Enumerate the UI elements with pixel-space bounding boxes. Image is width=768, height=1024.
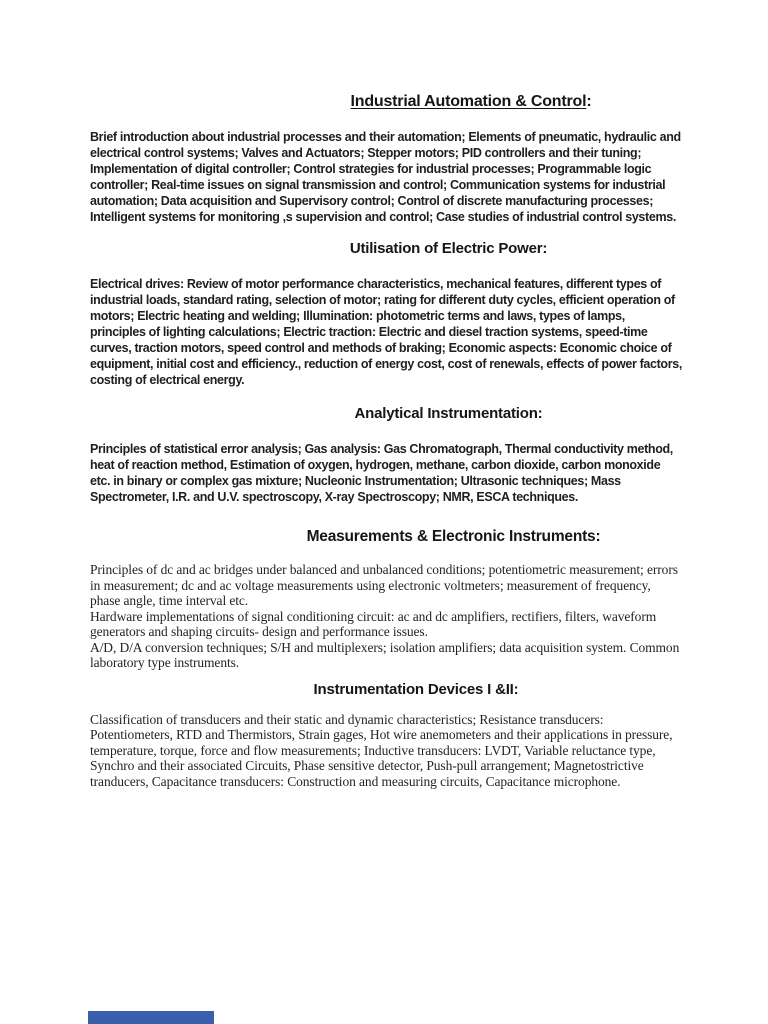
partial-blue-element xyxy=(88,1011,214,1024)
paragraph-measurements-3: A/D, D/A conversion techniques; S/H and multiplexers; isolation amplifiers; data acquisition system. Common laboratory type instruments. xyxy=(90,639,680,670)
section-heading-measurements-electronic-instruments: Measurements & Electronic Instruments: xyxy=(306,528,601,545)
section-heading-industrial-automation-control xyxy=(90,92,682,112)
section-heading-analytical-instrumentation: Analytical Instrumentation: xyxy=(354,405,543,422)
paragraph-instrumentation-devices: Classification of transducers and their static and dynamic characteristics; Resistance transducers: Potentiometers, RTD and Thermistors, Strain gages, Hot wire anemometers and their applications in pressure, temperature, torque, force and flow measurements; Inductive transducers: LVDT, Variable reluctance type, Synchro and their associated Circuits, Phase sensitive detector, Push-pull arrangement; Magnetostrictive tranducers, Capacitance transducers: Construction and measuring circuits, Capacitance microphone. xyxy=(90,711,673,789)
paragraph-utilisation-electric-power: Electrical drives: Review of motor performance characteristics, mechanical features, different types of industrial loads, standard rating, selection of motor; rating for different duty cycles, efficient operation of motors; Electric heating and welding; Illumination: photometric terms and laws, types of lamps, principles of lighting calculations; Electric traction: Electric and diesel traction systems, speed-time curves, traction motors, speed control and methods of braking; Economic aspects: Economic choice of equipment, initial cost and efficiency., reduction of energy cost, cost of renewals, effects of power factors, costing of electrical energy. xyxy=(90,277,682,387)
section-heading-instrumentation-devices: Instrumentation Devices I &II: xyxy=(313,680,519,698)
paragraph-measurements-2: Hardware implementations of signal conditioning circuit: ac and dc amplifiers, rectifiers, filters, waveform generators and shaping circuits- design and performance issues. xyxy=(90,608,657,639)
heading-underlined-text: Industrial Automation & Control xyxy=(350,93,587,110)
heading-colon: : xyxy=(586,93,592,110)
paragraph-industrial-automation-control: Brief introduction about industrial processes and their automation; Elements of pneumatic, hydraulic and electrical control systems; Valves and Actuators; Stepper motors; PID controllers and their tuning; Implementation of digital controller; Control strategies for industrial processes; Programmable logic controller; Real-time issues on signal transmission and control; Communication systems for industrial automation; Data acquisition and Supervisory control; Control of discrete manufacturing processes; Intelligent systems for monitoring ,s supervision and control; Case studies of industrial control systems. xyxy=(90,130,681,224)
section-heading-utilisation-electric-power: Utilisation of Electric Power: xyxy=(349,240,548,257)
paragraph-analytical-instrumentation: Principles of statistical error analysis; Gas analysis: Gas Chromatograph, Thermal conductivity method, heat of reaction method, Estimation of oxygen, hydrogen, methane, carbon dioxide, carbon monoxide etc. in binary or complex gas mixture; Nucleonic Instrumentation; Ultrasonic techniques; Mass Spectrometer, I.R. and U.V. spectroscopy, X-ray Spectroscopy; NMR, ESCA techniques. xyxy=(90,442,673,504)
paragraph-measurements-1: Principles of dc and ac bridges under balanced and unbalanced conditions; potentiometric measurement; errors in measurement; dc and ac voltage measurements using electronic voltmeters; measurement of frequency, phase angle, time interval etc. xyxy=(90,562,678,608)
